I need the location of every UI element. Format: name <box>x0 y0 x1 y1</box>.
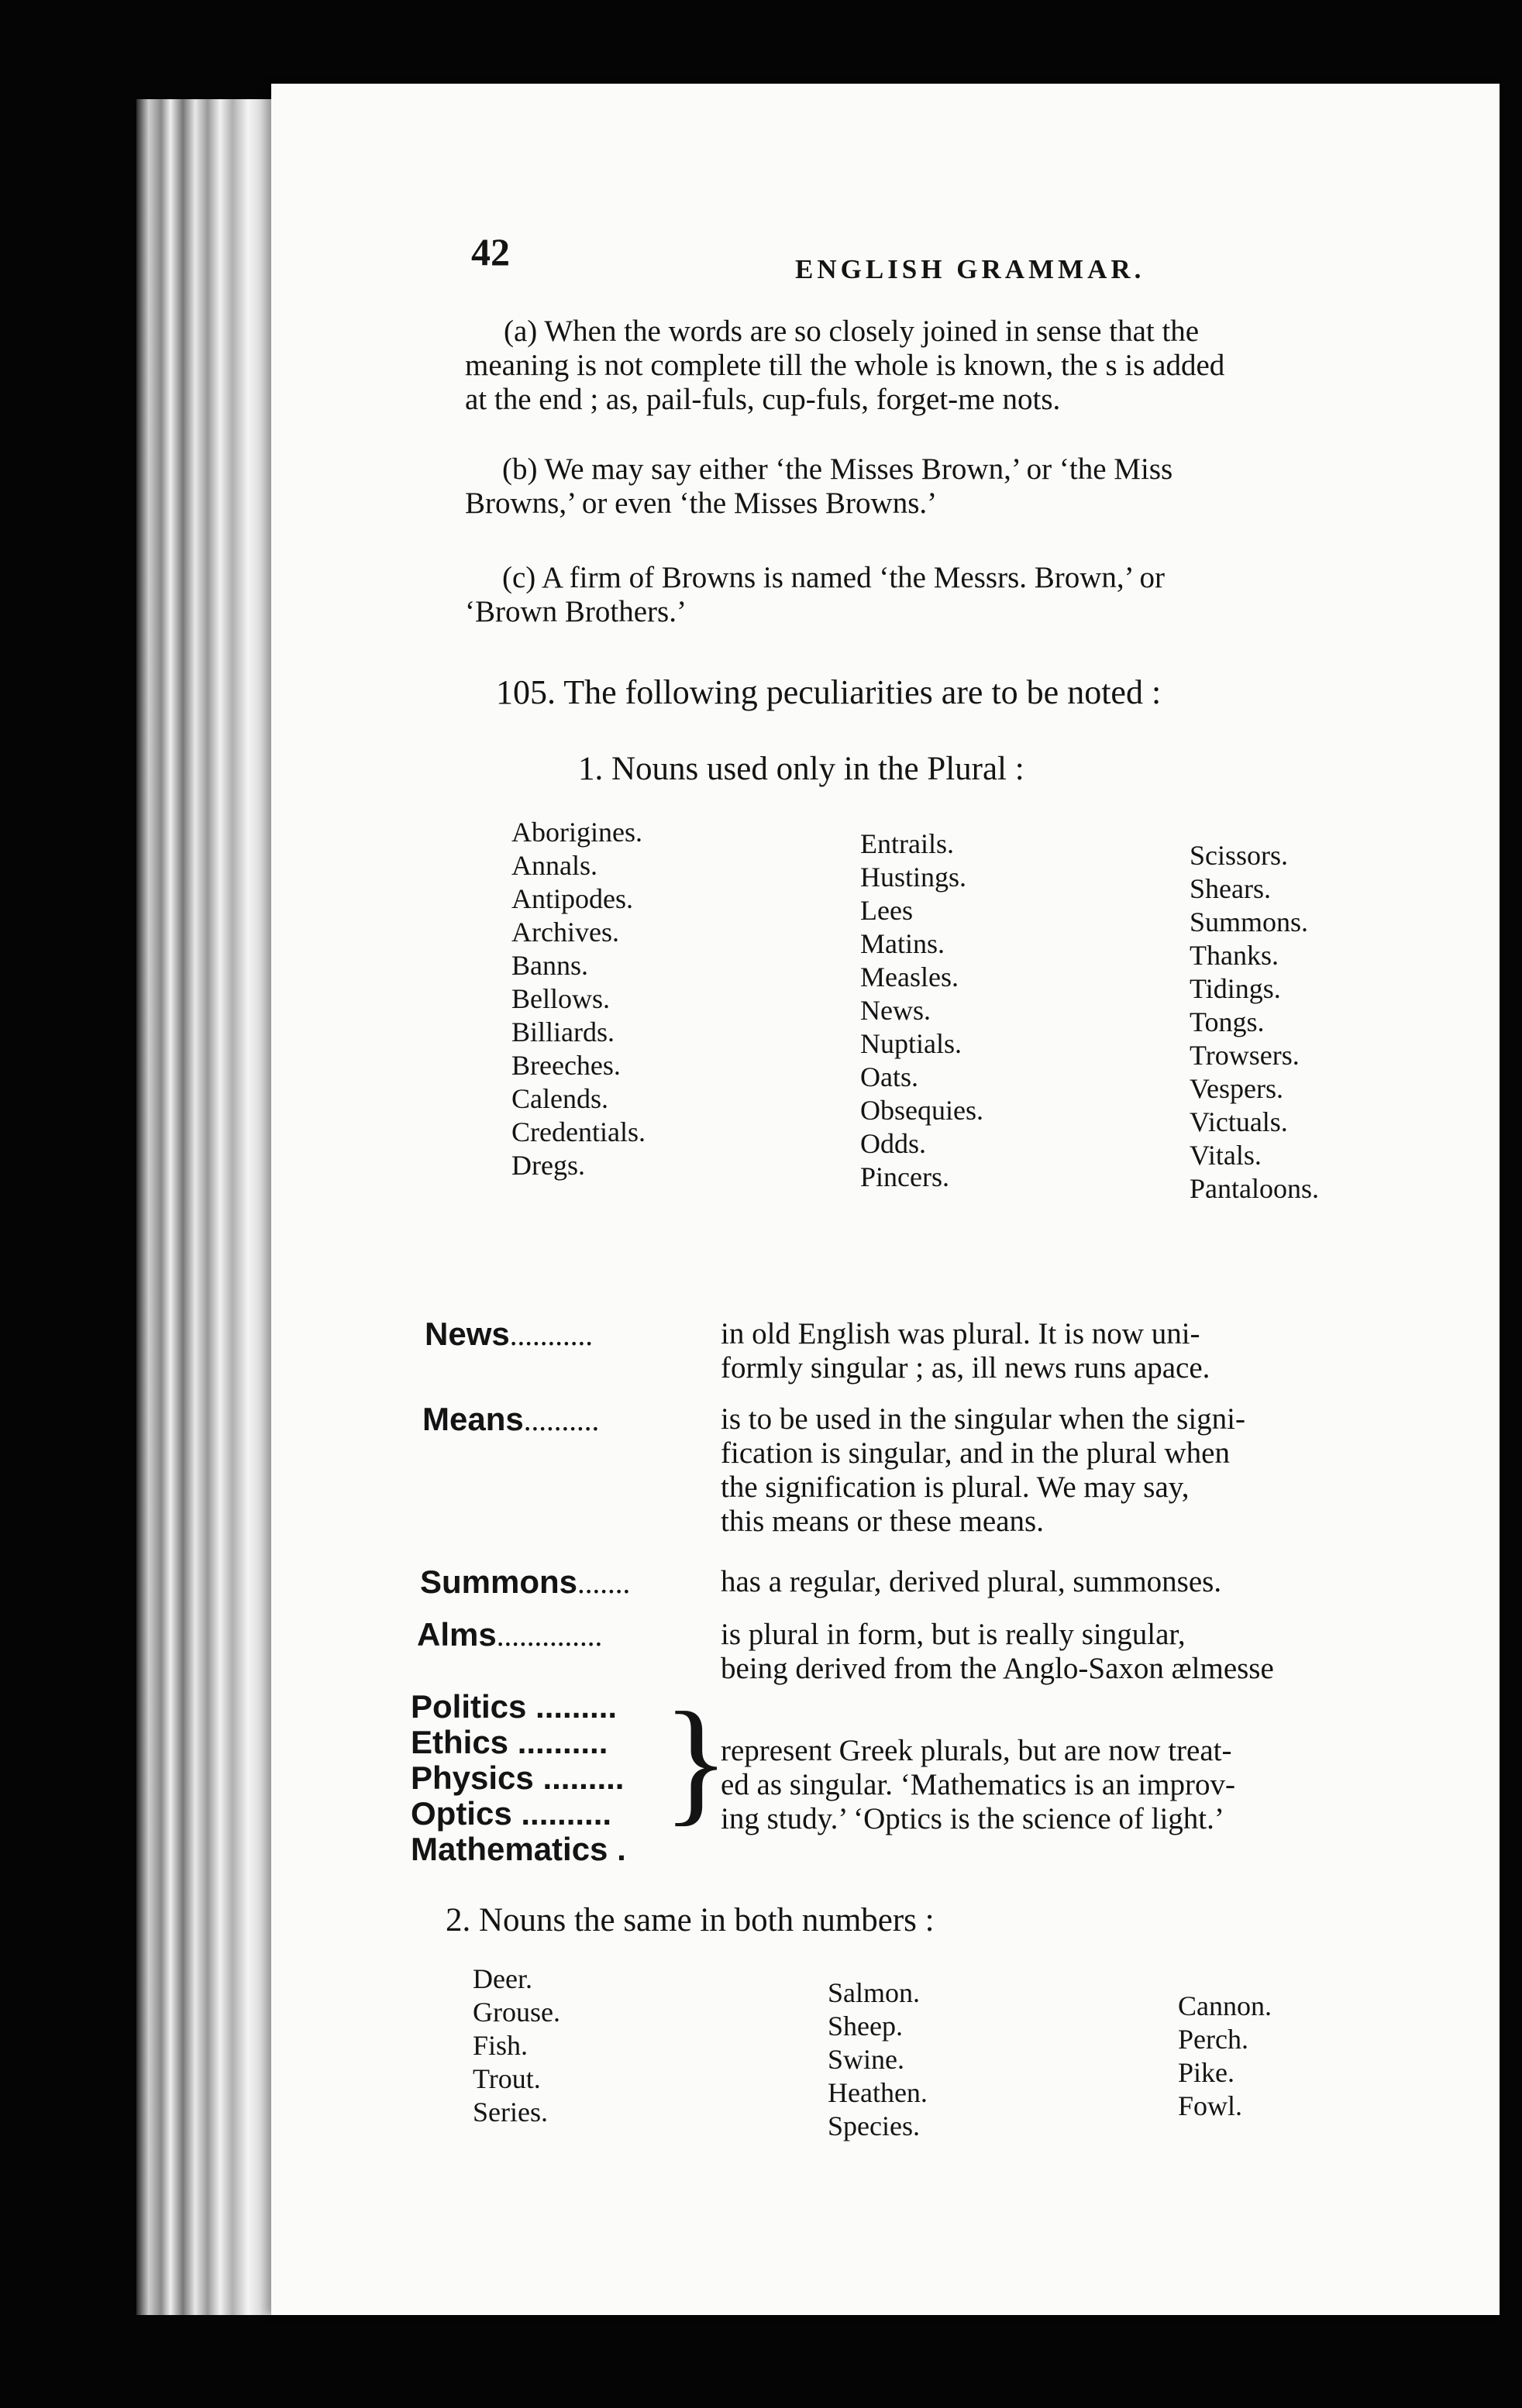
list-item: Shears. <box>1190 873 1271 904</box>
list-item: Trowsers. <box>1190 1040 1300 1071</box>
note-a-line-2: meaning is not complete till the whole is known, the s is added <box>465 349 1225 382</box>
list-item: Perch. <box>1178 2024 1248 2055</box>
list-item: Cannon. <box>1178 1990 1272 2021</box>
list-item: Deer. <box>473 1963 532 1994</box>
entry-term: Summons <box>420 1563 578 1600</box>
list-item: Pike. <box>1178 2057 1235 2088</box>
list-item: Hustings. <box>860 862 967 893</box>
list-item: Bellows. <box>511 983 611 1014</box>
list-item: Scissors. <box>1190 840 1289 871</box>
list-item: Lees <box>860 895 913 926</box>
greek-line-1: represent Greek plurals, but are now treat- <box>721 1734 1232 1767</box>
entry-means-line-4: this means or these means. <box>721 1505 1044 1538</box>
entry-leader: ........... <box>509 1319 593 1352</box>
list-item: Pantaloons. <box>1190 1173 1319 1204</box>
same-both-column-1 <box>473 1963 560 2129</box>
list-item: Obsequies. <box>860 1095 983 1126</box>
entry-means <box>422 1401 599 1438</box>
list-item: Heathen. <box>828 2077 928 2108</box>
running-head: ENGLISH GRAMMAR. <box>795 254 1145 284</box>
greek-line-2: ed as singular. ‘Mathematics is an improv- <box>721 1768 1235 1801</box>
note-c-line-1: (c) A firm of Browns is named ‘the Messrs. Brown,’ or <box>502 561 1165 594</box>
list-item: Credentials. <box>511 1116 646 1147</box>
page-number: 42 <box>471 230 510 273</box>
entry-means-line-3: the signification is plural. We may say, <box>721 1471 1190 1504</box>
entry-news-line-1: in old English was plural. It is now uni- <box>721 1317 1200 1350</box>
list-item: Sheep. <box>828 2011 903 2042</box>
list-item: Matins. <box>860 928 945 959</box>
book-page <box>271 84 1500 2315</box>
note-b-line-2: Browns,’ or even ‘the Misses Browns.’ <box>465 487 938 520</box>
entry-news <box>425 1316 593 1353</box>
list-item: Oats. <box>860 1061 918 1092</box>
note-c-line-2: ‘Brown Brothers.’ <box>465 595 687 628</box>
list-item: Summons. <box>1190 906 1309 937</box>
list-item: Fish. <box>473 2030 529 2061</box>
list-item: Nuptials. <box>860 1028 962 1059</box>
note-b-line-1: (b) We may say either ‘the Misses Brown,’ or ‘the Miss <box>502 452 1173 486</box>
list-item: Entrails. <box>860 828 954 859</box>
plural-only-column-1 <box>511 816 646 1182</box>
list-item: Antipodes. <box>511 883 633 914</box>
list-item: Pincers. <box>860 1161 949 1192</box>
entry-means-line-1: is to be used in the singular when the signi- <box>721 1402 1245 1436</box>
list-item: Archives. <box>511 917 619 948</box>
list-item: Aborigines. <box>511 817 642 848</box>
list-item: Tongs. <box>1190 1006 1265 1037</box>
subheading-same-both: 2. Nouns the same in both numbers : <box>446 1902 935 1938</box>
brace-icon: } <box>663 1684 730 1838</box>
greek-term: Optics .......... <box>411 1795 612 1832</box>
plural-only-column-2 <box>860 827 983 1194</box>
entry-term: News <box>425 1316 510 1352</box>
subheading-plural-only: 1. Nouns used only in the Plural : <box>578 751 1024 787</box>
list-item: Calends. <box>511 1083 608 1114</box>
entry-alms-line-2: being derived from the Anglo-Saxon ælmesse <box>721 1652 1274 1685</box>
note-a-line-3: at the end ; as, pail-fuls, cup-fuls, forget-me nots. <box>465 383 1061 416</box>
list-item: Annals. <box>511 850 597 881</box>
list-item: Vitals. <box>1190 1140 1262 1171</box>
entry-alms <box>417 1616 602 1653</box>
entry-alms-line-1: is plural in form, but is really singular, <box>721 1618 1186 1651</box>
entry-summons-line-1: has a regular, derived plural, summonses. <box>721 1565 1222 1598</box>
list-item: Vespers. <box>1190 1073 1283 1104</box>
list-item: Swine. <box>828 2044 904 2075</box>
same-both-column-3 <box>1178 1990 1272 2123</box>
plural-only-column-3 <box>1190 839 1319 1206</box>
greek-term: Politics ......... <box>411 1688 618 1725</box>
greek-term: Mathematics . <box>411 1831 626 1867</box>
list-item: Measles. <box>860 961 959 992</box>
list-item: Breeches. <box>511 1050 621 1081</box>
list-item: Thanks. <box>1190 940 1279 971</box>
entry-leader: .............. <box>496 1619 603 1653</box>
list-item: News. <box>860 995 931 1026</box>
entry-term: Means <box>422 1401 524 1437</box>
list-item: Grouse. <box>473 1997 560 2028</box>
list-item: Salmon. <box>828 1977 921 2008</box>
list-item: Tidings. <box>1190 973 1281 1004</box>
list-item: Fowl. <box>1178 2090 1243 2121</box>
section-heading: 105. The following peculiarities are to be noted : <box>496 673 1162 711</box>
list-item: Dregs. <box>511 1150 585 1181</box>
list-item: Species. <box>828 2110 920 2141</box>
list-item: Banns. <box>511 950 588 981</box>
greek-terms <box>411 1689 626 1867</box>
list-item: Victuals. <box>1190 1106 1288 1137</box>
same-both-column-2 <box>828 1976 928 2143</box>
entry-news-line-2: formly singular ; as, ill news runs apace. <box>721 1351 1210 1385</box>
entry-means-line-2: fication is singular, and in the plural when <box>721 1436 1230 1470</box>
greek-term: Ethics .......... <box>411 1724 608 1760</box>
note-a-line-1: (a) When the words are so closely joined in sense that the <box>504 315 1200 348</box>
list-item: Series. <box>473 2097 548 2128</box>
entry-summons <box>420 1563 630 1601</box>
page-edge-stack <box>136 99 291 2315</box>
list-item: Billiards. <box>511 1017 615 1047</box>
list-item: Trout. <box>473 2063 541 2094</box>
greek-line-3: ing study.’ ‘Optics is the science of light.’ <box>721 1802 1224 1835</box>
entry-leader: ....... <box>577 1567 631 1600</box>
greek-term: Physics ......... <box>411 1760 625 1796</box>
list-item: Odds. <box>860 1128 927 1159</box>
entry-leader: .......... <box>523 1404 600 1437</box>
entry-term: Alms <box>417 1616 497 1653</box>
